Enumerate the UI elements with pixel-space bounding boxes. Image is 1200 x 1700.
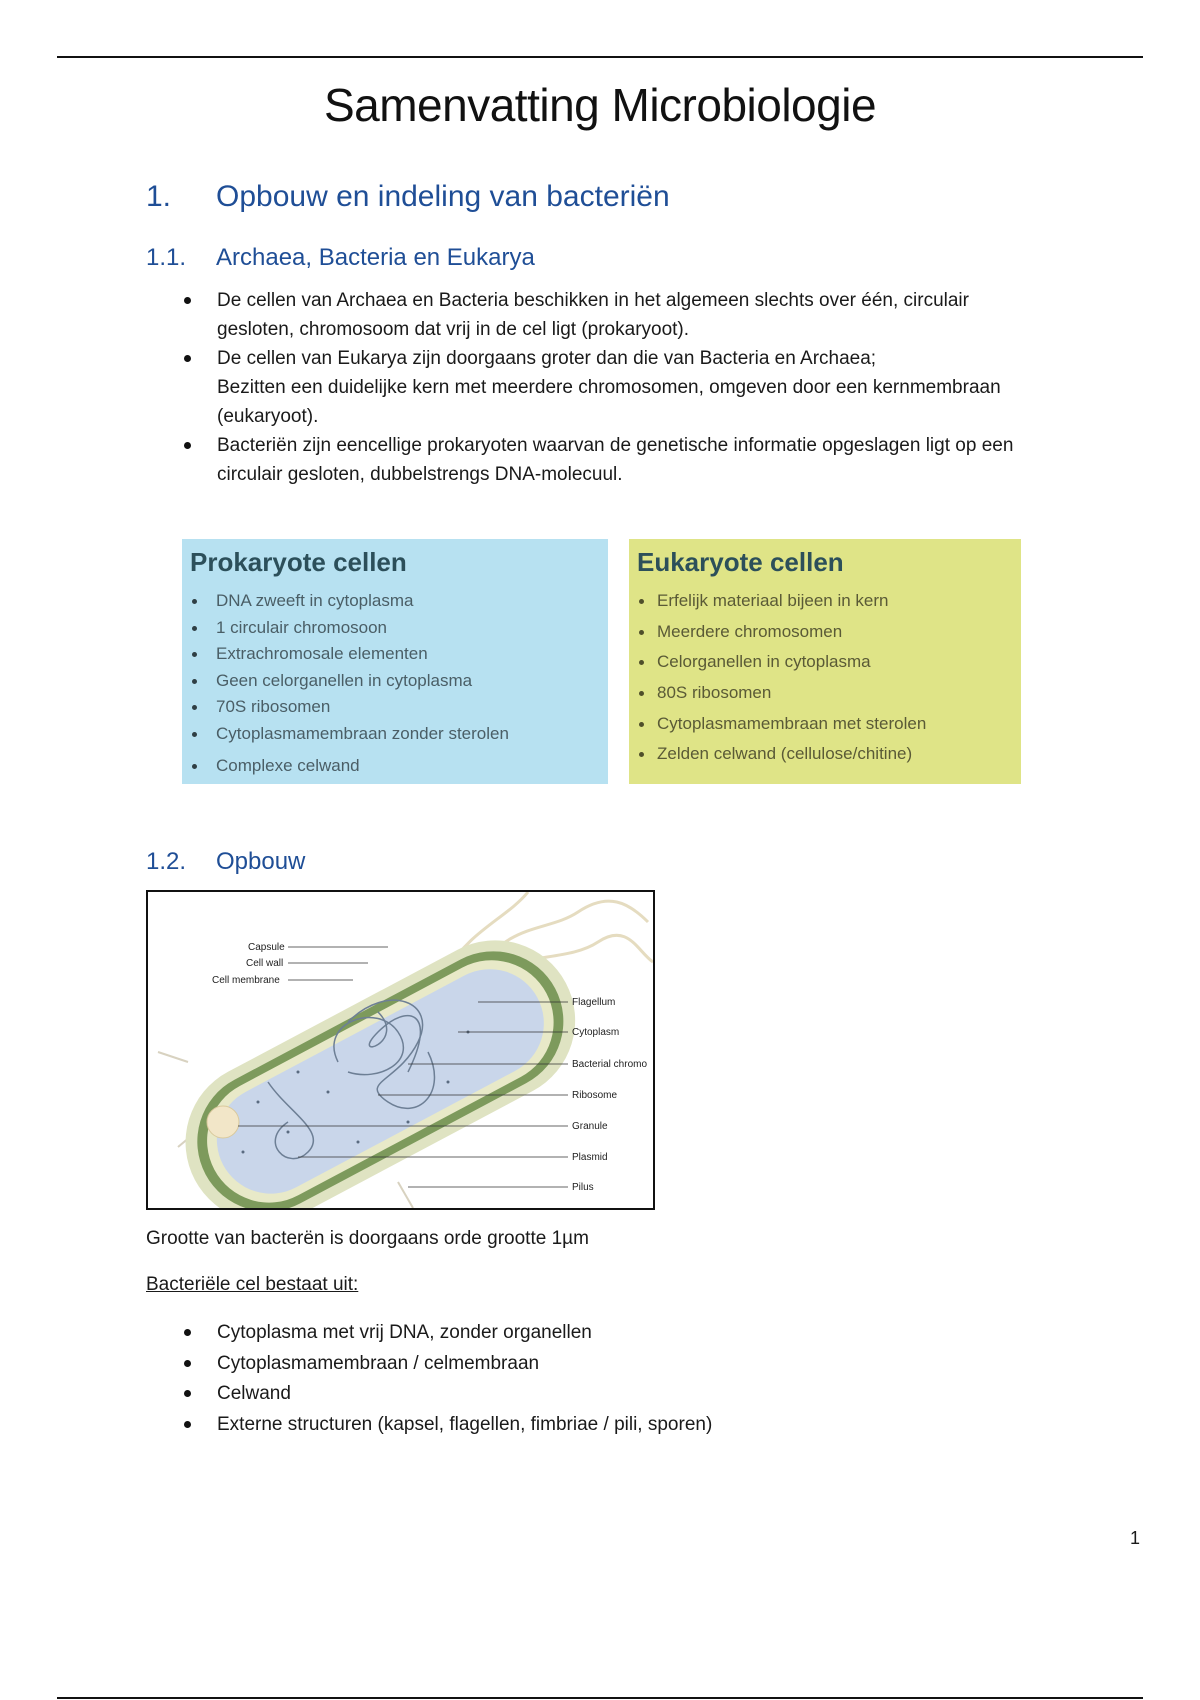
label-plasmid: Plasmid — [572, 1152, 608, 1163]
section-1-1-number: 1.1. — [146, 244, 187, 271]
label-cell-wall: Cell wall — [246, 958, 284, 969]
cell-heading: Bacteriële cel bestaat uit: — [146, 1274, 359, 1295]
bullet-icon — [184, 1329, 191, 1336]
list-item: Cytoplasmamembraan met sterolen — [637, 714, 926, 745]
list-item: 80S ribosomen — [637, 683, 926, 714]
pilus-strand — [158, 1052, 188, 1062]
bullet-icon — [192, 732, 197, 737]
size-text: Grootte van bacterën is doorgaans orde grootte 1µm — [146, 1228, 589, 1249]
bullet-icon — [639, 660, 644, 665]
section-1-1-title: Archaea, Bacteria en Eukarya — [216, 244, 535, 271]
label-ribosome: Ribosome — [572, 1090, 618, 1101]
list-item: Cytoplasma met vrij DNA, zonder organellen — [178, 1318, 1138, 1349]
bullet-icon — [192, 764, 197, 769]
label-pilus: Pilus — [572, 1182, 594, 1193]
list-item: Meerdere chromosomen — [637, 622, 926, 653]
bacterial-cell-figure — [146, 890, 655, 1210]
bullet-icon — [639, 752, 644, 757]
section-1-number: 1. — [146, 180, 172, 213]
bullet-icon — [192, 679, 197, 684]
label-flagellum: Flagellum — [572, 997, 616, 1008]
list-item: Extrachromosale elementen — [190, 644, 509, 671]
section-1-2-title: Opbouw — [216, 848, 306, 875]
list-item: Externe structuren (kapsel, flagellen, fimbriae / pili, sporen) — [178, 1410, 1138, 1441]
list-item: Geen celorganellen in cytoplasma — [190, 671, 509, 698]
eukaryote-box — [629, 539, 1021, 784]
section-1-2-number: 1.2. — [146, 848, 187, 875]
document-title: Samenvatting Microbiologie — [323, 79, 877, 131]
bullet-icon — [192, 652, 197, 657]
domains-bullet-list — [178, 286, 1138, 489]
section-1-heading — [146, 180, 670, 214]
list-item: De cellen van Archaea en Bacteria beschikken in het algemeen slechts over één, circulair gesloten, chromosoom dat vrij in de cel ligt (prokaryoot). — [178, 286, 1138, 344]
bullet-icon — [184, 355, 191, 362]
bullet-icon — [639, 691, 644, 696]
section-1-1-heading — [146, 244, 535, 272]
bullet-icon — [192, 626, 197, 631]
list-item: 70S ribosomen — [190, 697, 509, 724]
bullet-icon — [184, 1421, 191, 1428]
bullet-icon — [639, 722, 644, 727]
label-chromosome: Bacterial chromo — [572, 1059, 648, 1070]
pilus-strand — [398, 1182, 413, 1208]
eukaryote-box-title: Eukaryote cellen — [637, 547, 844, 577]
bullet-icon — [184, 1360, 191, 1367]
list-item: Cytoplasmamembraan / celmembraan — [178, 1349, 1138, 1380]
bullet-icon — [192, 705, 197, 710]
prokaryote-box — [182, 539, 608, 784]
prokaryote-list — [190, 591, 509, 783]
list-item: Erfelijk materiaal bijeen in kern — [637, 591, 926, 622]
prokaryote-box-title: Prokaryote cellen — [190, 547, 407, 577]
label-cell-membrane: Cell membrane — [212, 975, 280, 986]
list-item: Celwand — [178, 1379, 1138, 1410]
list-item: 1 circulair chromosoon — [190, 618, 509, 645]
list-item: DNA zweeft in cytoplasma — [190, 591, 509, 618]
page-number: 1 — [1130, 1528, 1141, 1548]
section-1-title: Opbouw en indeling van bacteriën — [216, 180, 670, 213]
section-1-2-heading — [146, 848, 305, 876]
list-item: Celorganellen in cytoplasma — [637, 652, 926, 683]
list-item: Zelden celwand (cellulose/chitine) — [637, 744, 926, 775]
bullet-icon — [184, 1390, 191, 1397]
list-item: De cellen van Eukarya zijn doorgaans groter dan die van Bacteria en Archaea; Bezitten een duidelijke kern met meerdere chromosomen, omgeven door een kernmembraan (eukaryoot). — [178, 344, 1138, 431]
label-capsule: Capsule — [248, 942, 285, 953]
eukaryote-list — [637, 591, 926, 775]
label-granule: Granule — [572, 1121, 608, 1132]
bullet-icon — [639, 630, 644, 635]
cell-parts-list — [178, 1318, 1138, 1440]
bullet-icon — [639, 599, 644, 604]
footer-rule — [57, 1697, 1143, 1699]
list-item: Bacteriën zijn eencellige prokaryoten waarvan de genetische informatie opgeslagen ligt op een circulair gesloten, dubbelstrengs DNA-molecuul. — [178, 431, 1138, 489]
bacterial-cell-illustration — [148, 892, 653, 1208]
bullet-icon — [184, 442, 191, 449]
bullet-icon — [184, 297, 191, 304]
list-item: Complexe celwand — [190, 756, 509, 783]
bullet-icon — [192, 599, 197, 604]
granule-body — [207, 1106, 239, 1138]
header-rule — [57, 56, 1143, 58]
label-cytoplasm: Cytoplasm — [572, 1027, 620, 1038]
list-item: Cytoplasmamembraan zonder sterolen — [190, 724, 509, 751]
